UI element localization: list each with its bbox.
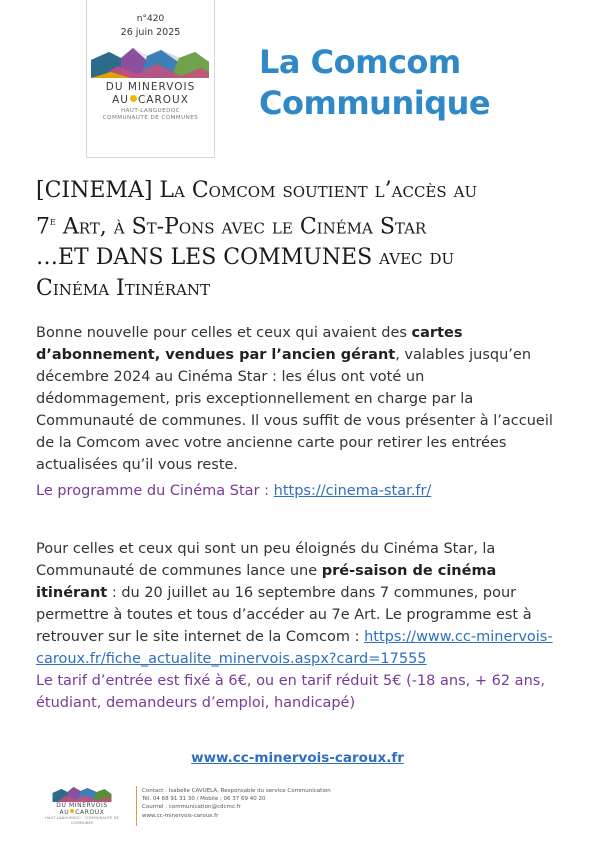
issue-date: 26 juin 2025 <box>120 27 181 38</box>
logo-dot-icon <box>130 95 137 102</box>
cinema-star-link[interactable]: https://cinema-star.fr/ <box>273 483 432 499</box>
para1-text-b: , valables jusqu’en décembre 2024 au Cinéma Star : les élus ont voté un dédommagement, pris exceptionnellement en charge par la Communauté de communes. Il vous suffit de vous présenter à l’accueil de la Comcom avec votre ancienne carte pour retirer les entrées actualisées qu’il vous reste. <box>36 347 553 473</box>
footer-divider <box>136 786 137 826</box>
comcom-actualite-link[interactable]: https://www.cc-minervois-caroux.fr/fiche_actualite_minervois.aspx?card=17555 <box>36 629 553 667</box>
headline-line2-text: Art, à St-Pons avec le Cinéma Star <box>55 214 427 240</box>
paragraph-itinerant <box>36 538 556 670</box>
headline-line3-caps: …ET DANS LES COMMUNES <box>36 245 373 271</box>
headline-line2 <box>36 206 566 242</box>
website-link[interactable]: www.cc-minervois-caroux.fr <box>191 750 404 766</box>
footer-logo-au: AU <box>59 809 70 816</box>
programme-line <box>36 480 431 502</box>
headline-line3-rest: avec du <box>372 245 455 271</box>
masthead-line2: Communique <box>259 84 491 122</box>
footer-logo-line1: DU MINERVOIS <box>56 802 108 809</box>
logo-subtitle-line1: HAUT-LANGUEDOC <box>121 108 180 114</box>
footer-logo-sub: HAUT-LANGUEDOC · COMMUNAUTÉ DE COMMUNES <box>45 815 119 825</box>
footer-contact-website[interactable]: www.cc-minervois-caroux.fr <box>142 812 219 819</box>
footer-logo-caroux: CAROUX <box>75 809 105 816</box>
programme-label: Le programme du Cinéma Star : <box>36 483 274 499</box>
logo-text-au: AU <box>112 94 129 106</box>
article-headline <box>36 175 566 304</box>
logo-text-line2 <box>87 94 214 106</box>
issue-number: n°420 <box>136 14 165 24</box>
logo-subtitle <box>87 108 214 122</box>
logo-text-caroux: CAROUX <box>137 94 189 106</box>
headline-line1: [CINEMA] La Comcom soutient l’accès au <box>36 178 478 203</box>
headline-sup: e <box>50 214 56 228</box>
logo-subtitle-line2: COMMUNAUTÉ DE COMMUNES <box>102 115 199 121</box>
footer-contact-phone: Tél. 04 68 91 31 30 / Mobile : 06 37 69 40 20 <box>142 796 266 803</box>
masthead-line1: La Comcom <box>259 43 461 81</box>
para2-text-b: : du 20 juillet au 16 septembre dans 7 communes, pour permettre à toutes et tous d’accéder au 7e Art. Le programme est à retrouver sur le site internet de la Comcom : <box>36 585 532 645</box>
footer-contact-name: Contact : Isabelle CAVUELA, Responsable du service Communication <box>142 788 331 794</box>
mountain-logo-icon <box>91 46 209 78</box>
footer-logo-dot-icon <box>70 809 74 813</box>
footer-logo <box>45 786 119 825</box>
logo-block <box>86 0 215 158</box>
paragraph-subscription <box>36 322 556 476</box>
tarif-text: Le tarif d’entrée est fixé à 6€, ou en tarif réduit 5€ (-18 ans, + 62 ans, étudiant, demandeurs d’emploi, handicapé) <box>36 673 545 711</box>
footer-contact <box>142 787 331 820</box>
footer-mountain-icon <box>45 786 119 802</box>
para2-bold: pré-saison de cinéma itinérant <box>36 563 497 601</box>
para1-bold: cartes d’abonnement, vendues par l’ancien gérant <box>36 325 463 363</box>
headline-seven: 7 <box>36 214 50 240</box>
footer-contact-email: Courriel : communication@cdcmc.fr <box>142 804 241 811</box>
masthead-title <box>259 42 490 124</box>
para2-text-a: Pour celles et ceux qui sont un peu éloignés du Cinéma Star, la Communauté de communes lance une <box>36 541 496 579</box>
logo-text-line1: DU MINERVOIS <box>105 81 196 93</box>
headline-line4: Cinéma Itinérant <box>36 276 210 302</box>
headline-line3 <box>36 242 566 273</box>
para1-text-a: Bonne nouvelle pour celles et ceux qui avaient des <box>36 325 412 341</box>
